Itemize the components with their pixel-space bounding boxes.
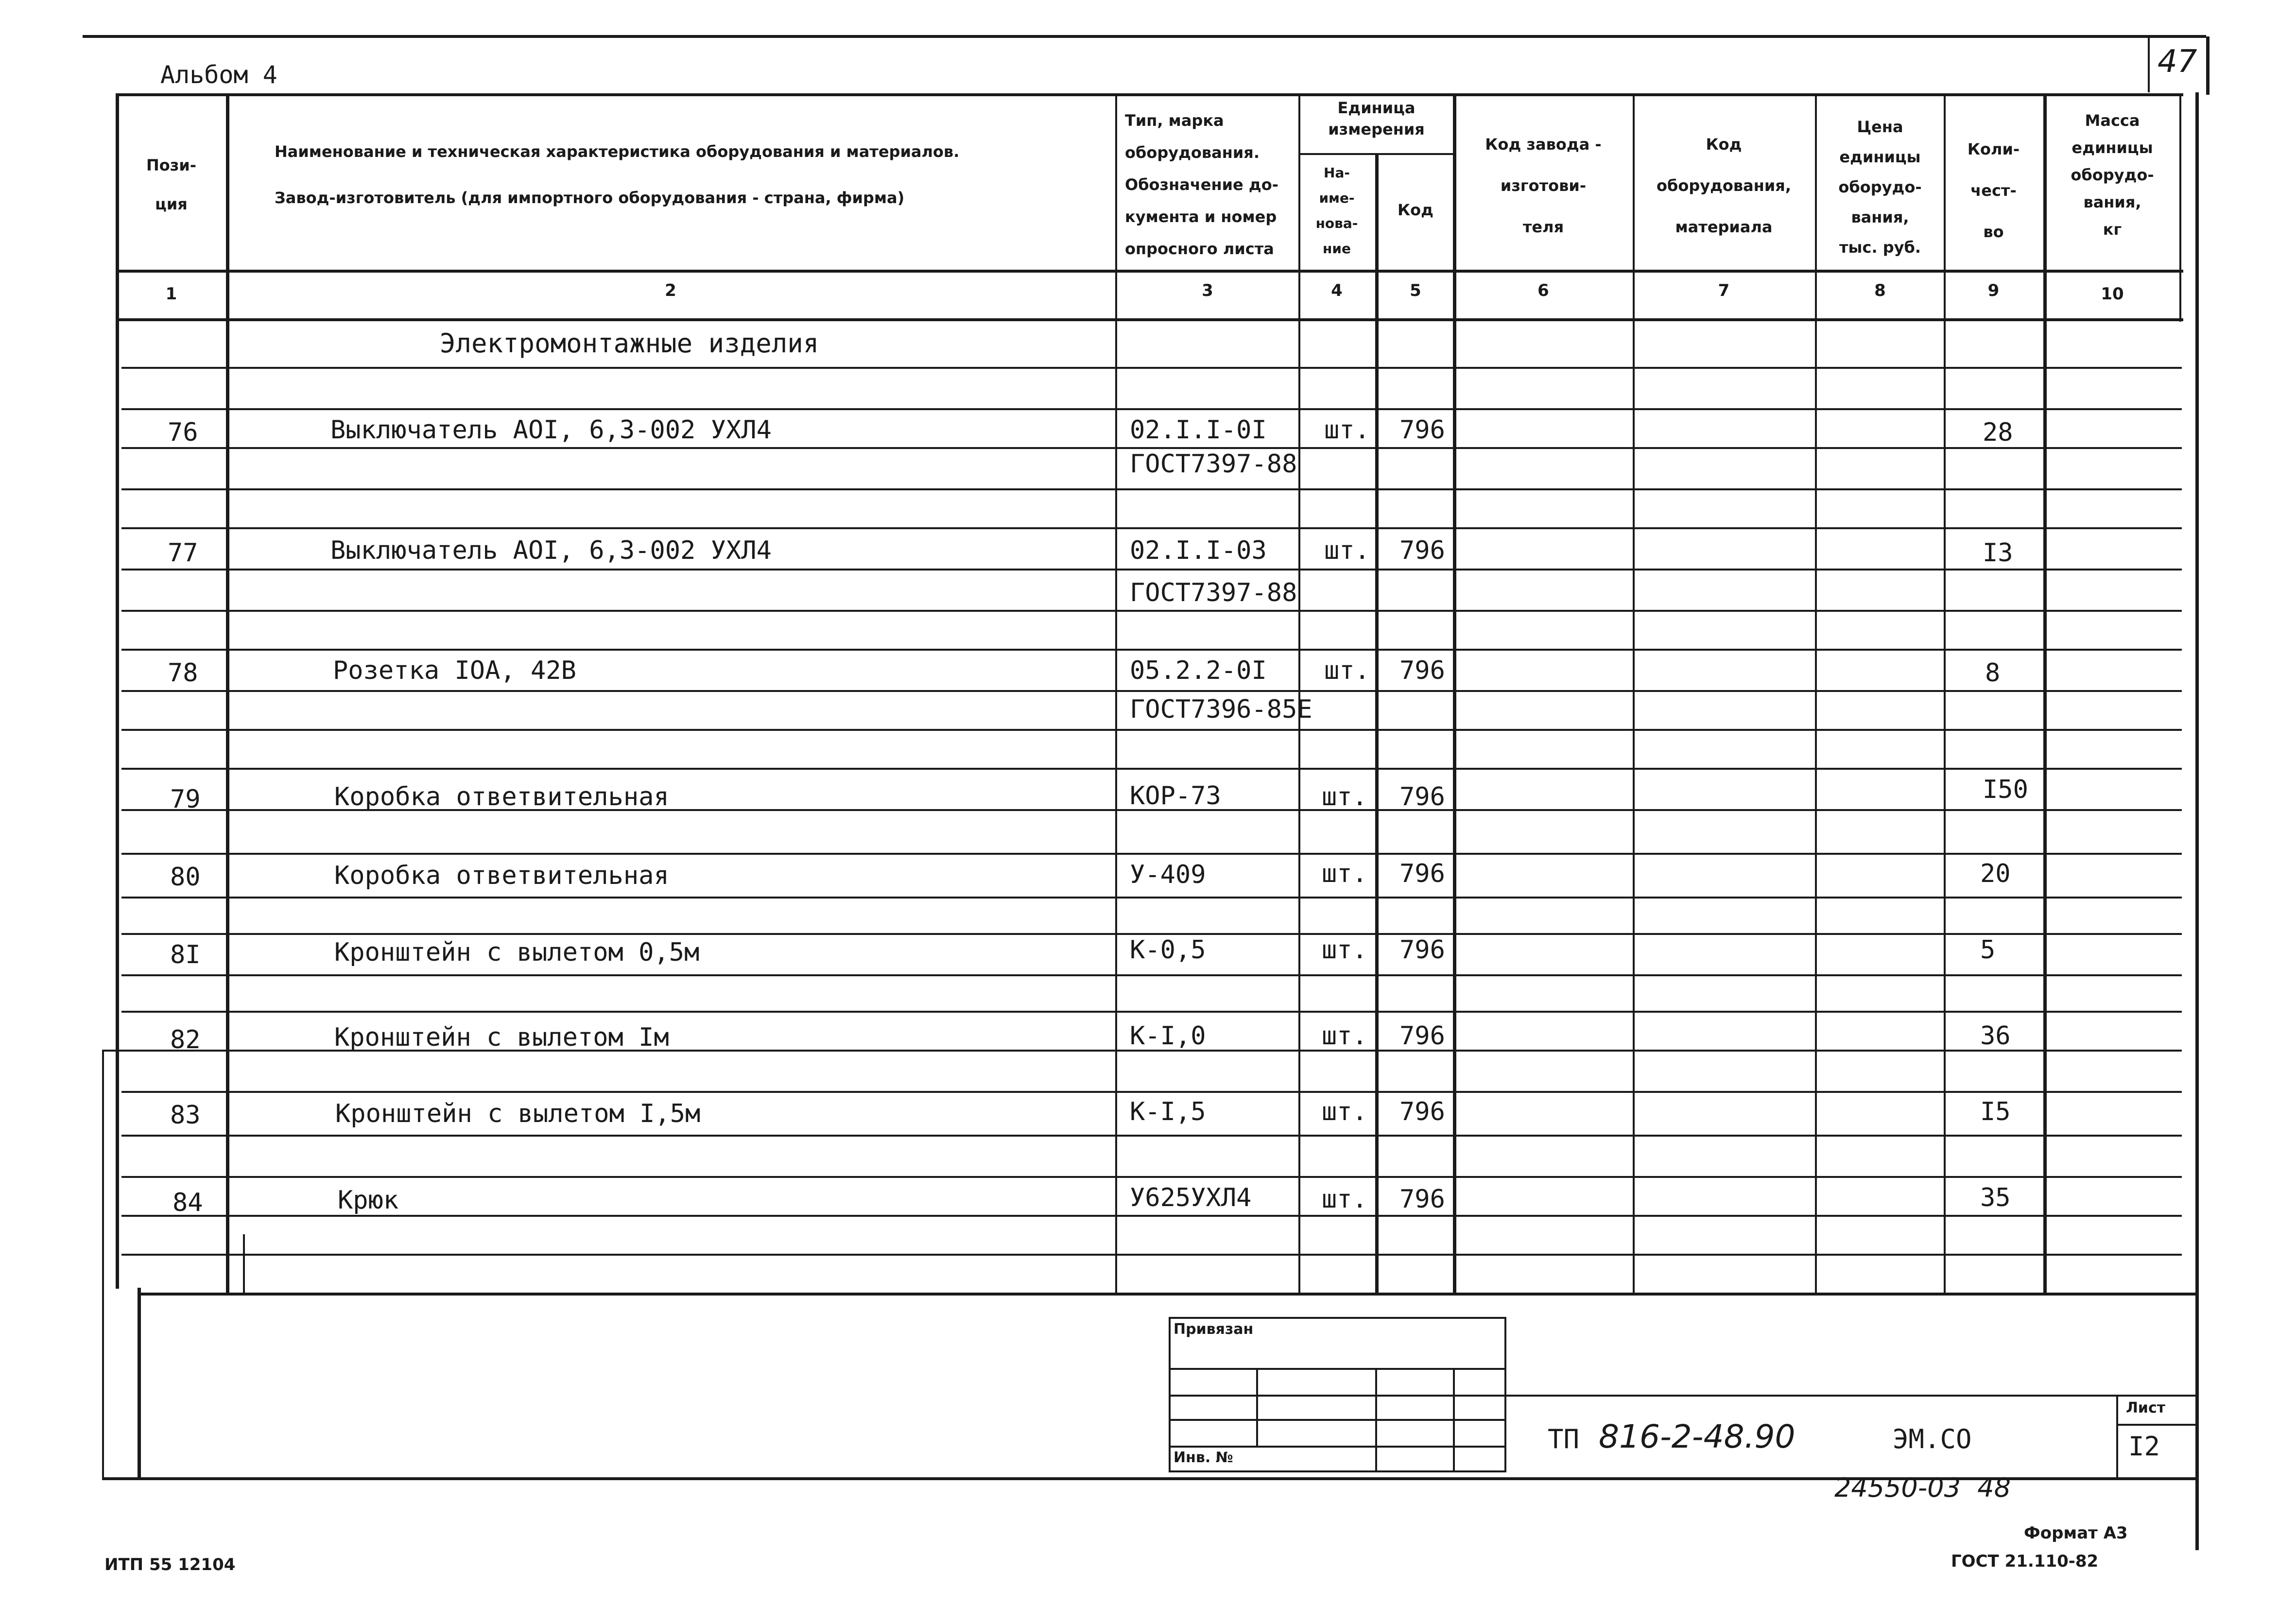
header-col9-line3: во bbox=[1983, 223, 2004, 241]
header-col4-line3: нова- bbox=[1315, 215, 1358, 231]
row-name: Кронштейн с вылетом 0,5м bbox=[334, 938, 700, 967]
row-name: Крюк bbox=[338, 1186, 399, 1215]
col-line-2 bbox=[1115, 93, 1117, 1294]
header-col9-line2: чест- bbox=[1970, 181, 2017, 200]
header-col10 bbox=[2047, 107, 2178, 243]
row-pos: 76 bbox=[168, 418, 198, 447]
row-type: 05.2.2-0I bbox=[1130, 656, 1267, 685]
row-unit: шт. bbox=[1324, 536, 1370, 565]
table-bottom-line bbox=[138, 1293, 2195, 1296]
row-pos: 8I bbox=[170, 940, 201, 969]
header-col3-line4: кумента и номер bbox=[1125, 207, 1277, 226]
row-line bbox=[121, 408, 2182, 410]
row-line bbox=[121, 690, 2182, 692]
row-line bbox=[121, 933, 2182, 935]
format-label: Формат А3 bbox=[2024, 1523, 2128, 1543]
colnum-4: 4 bbox=[1331, 281, 1343, 300]
row-unit: шт. bbox=[1322, 935, 1367, 965]
stamp-privyazan-label: Привязан bbox=[1174, 1321, 1254, 1338]
col-line-6 bbox=[1633, 93, 1635, 1294]
header-col4 bbox=[1300, 160, 1373, 261]
header-col8 bbox=[1817, 112, 1943, 262]
row-qty: I3 bbox=[1983, 538, 2013, 568]
header-col3-line5: опросного листа bbox=[1125, 240, 1274, 258]
header-col4-line1: На- bbox=[1324, 165, 1350, 181]
header-col1-line1: Пози- bbox=[146, 156, 197, 174]
header-col6-line1: Код завода - bbox=[1485, 135, 1602, 154]
row-name: Розетка IOA, 42В bbox=[333, 656, 576, 685]
colnum-10: 10 bbox=[2101, 284, 2124, 304]
col-line-1b bbox=[243, 1234, 245, 1293]
colnum-6: 6 bbox=[1537, 281, 1549, 300]
row-line bbox=[121, 367, 2182, 369]
header-col9 bbox=[1946, 129, 2041, 253]
stamp-main-top bbox=[1506, 1395, 2196, 1397]
header-col10-line2: единицы bbox=[2072, 138, 2153, 157]
header-col3 bbox=[1125, 104, 1295, 265]
header-col4-line2: име- bbox=[1319, 190, 1355, 206]
header-col1 bbox=[119, 146, 224, 224]
col-line-10 bbox=[2179, 93, 2181, 322]
row-qty: I5 bbox=[1980, 1097, 2011, 1126]
left-border-lower bbox=[138, 1288, 141, 1477]
row-line bbox=[121, 610, 2182, 612]
row-line bbox=[121, 1176, 2182, 1178]
section-title: Электромонтажные изделия bbox=[440, 328, 819, 359]
top-border bbox=[83, 35, 2206, 38]
row-line bbox=[121, 488, 2182, 490]
row-line bbox=[121, 768, 2182, 770]
row-line bbox=[121, 853, 2182, 855]
colnum-1: 1 bbox=[165, 284, 177, 304]
stamp-line bbox=[1169, 1395, 1506, 1397]
header-col6 bbox=[1456, 124, 1631, 248]
row-code: 796 bbox=[1399, 935, 1445, 965]
row-qty: I50 bbox=[1983, 775, 2028, 804]
header-col3-line1: Тип, марка bbox=[1125, 111, 1224, 130]
row-code: 796 bbox=[1399, 782, 1445, 812]
row-code: 796 bbox=[1399, 1185, 1445, 1214]
row-pos: 78 bbox=[168, 658, 198, 688]
col-line-4 bbox=[1375, 153, 1379, 1293]
stamp-list-label: Лист bbox=[2126, 1400, 2166, 1417]
header-col2 bbox=[275, 129, 1101, 221]
row-line bbox=[121, 729, 2182, 731]
designation-tp: ТП bbox=[1548, 1424, 1580, 1454]
header-unit-line1: Единица bbox=[1337, 99, 1416, 117]
stamp-vline bbox=[1375, 1368, 1377, 1472]
header-col7-line1: Код bbox=[1706, 135, 1742, 154]
row-code: 796 bbox=[1399, 656, 1445, 685]
designation-sheet: ЭМ.СО bbox=[1893, 1424, 1972, 1454]
colnum-8: 8 bbox=[1874, 281, 1886, 300]
header-unit-line2: измерения bbox=[1328, 120, 1425, 138]
list-box-left bbox=[2116, 1395, 2118, 1477]
stamp-list-value: I2 bbox=[2128, 1431, 2160, 1462]
row-line bbox=[121, 1254, 2182, 1256]
header-col10-line3: оборудо- bbox=[2071, 166, 2154, 184]
col-line-3 bbox=[1298, 93, 1300, 1294]
album-label: Альбом 4 bbox=[160, 61, 277, 89]
row-unit: шт. bbox=[1322, 1185, 1367, 1214]
row-qty: 8 bbox=[1985, 658, 2001, 688]
header-col4-line4: ние bbox=[1323, 241, 1351, 257]
row-name: Коробка ответвительная bbox=[334, 782, 669, 812]
header-col2-line1: Наименование и техническая характеристика оборудования и материалов. bbox=[275, 142, 960, 161]
row-unit: шт. bbox=[1322, 782, 1367, 812]
row-doc: ГОСТ7397-88 bbox=[1130, 449, 1297, 479]
row-type: К-I,5 bbox=[1130, 1097, 1206, 1126]
colnum-3: 3 bbox=[1202, 281, 1213, 300]
row-name: Выключатель АОI, 6,3-002 УХЛ4 bbox=[330, 415, 772, 445]
top-border-inner bbox=[116, 93, 2183, 96]
row-unit: шт. bbox=[1322, 1021, 1367, 1051]
header-col7-line2: оборудования, bbox=[1657, 176, 1791, 195]
archive-number: 24550-03 48 bbox=[1834, 1472, 2011, 1503]
left-binding-strip bbox=[102, 1050, 104, 1480]
row-type: 02.I.I-03 bbox=[1130, 536, 1267, 565]
row-type: К-I,0 bbox=[1130, 1021, 1206, 1051]
header-col10-line1: Масса bbox=[2085, 111, 2140, 130]
stamp-line bbox=[1169, 1368, 1506, 1370]
page-number-handwritten: 47 bbox=[2158, 44, 2197, 80]
row-type: У-409 bbox=[1130, 860, 1206, 889]
row-line bbox=[121, 1091, 2182, 1093]
header-col6-line3: теля bbox=[1522, 218, 1564, 236]
row-unit: шт. bbox=[1322, 859, 1367, 888]
stamp-inv-label: Инв. № bbox=[1174, 1449, 1233, 1466]
row-qty: 36 bbox=[1980, 1021, 2011, 1051]
unit-group-divider bbox=[1298, 153, 1453, 155]
row-code: 796 bbox=[1399, 859, 1445, 888]
row-name: Коробка ответвительная bbox=[334, 861, 669, 890]
row-pos: 79 bbox=[170, 785, 201, 814]
stamp-line bbox=[1169, 1446, 1506, 1448]
col-line-5 bbox=[1453, 93, 1456, 1294]
header-col6-line2: изготови- bbox=[1500, 176, 1587, 195]
colnum-bottom-line bbox=[116, 318, 2183, 321]
colnum-2: 2 bbox=[665, 281, 676, 300]
row-unit: шт. bbox=[1322, 1097, 1367, 1126]
colnum-9: 9 bbox=[1987, 281, 2000, 300]
row-name: Кронштейн с вылетом I,5м bbox=[335, 1099, 701, 1128]
list-box-mid bbox=[2116, 1424, 2196, 1426]
stamp-vline bbox=[1453, 1368, 1455, 1472]
right-outer-border bbox=[2206, 36, 2210, 95]
header-col10-line4: вания, bbox=[2083, 193, 2141, 211]
header-col7-line3: материала bbox=[1675, 218, 1773, 236]
row-line bbox=[121, 1135, 2182, 1137]
header-col1-line2: ция bbox=[155, 195, 188, 213]
row-pos: 84 bbox=[173, 1188, 203, 1217]
header-col8-line2: единицы bbox=[1839, 148, 1921, 166]
row-type: 02.I.I-0I bbox=[1130, 415, 1267, 445]
row-line bbox=[121, 1011, 2182, 1013]
page-number-box-left bbox=[2148, 36, 2150, 92]
row-qty: 5 bbox=[1980, 935, 1996, 965]
header-unit-group bbox=[1302, 97, 1450, 140]
header-col5: Код bbox=[1398, 201, 1433, 219]
row-qty: 35 bbox=[1980, 1183, 2011, 1212]
row-code: 796 bbox=[1399, 1021, 1445, 1051]
header-col8-line5: тыс. руб. bbox=[1839, 238, 1921, 257]
header-col10-line5: кг bbox=[2103, 220, 2122, 239]
row-type: КОР-73 bbox=[1130, 781, 1221, 811]
left-border bbox=[116, 93, 119, 1289]
stamp-vline bbox=[1256, 1368, 1258, 1446]
row-pos: 77 bbox=[168, 538, 198, 568]
header-col7 bbox=[1635, 124, 1813, 248]
row-code: 796 bbox=[1399, 1097, 1445, 1126]
row-type: У625УХЛ4 bbox=[1130, 1183, 1252, 1212]
row-qty: 20 bbox=[1980, 859, 2011, 888]
row-name: Кронштейн с вылетом Iм bbox=[334, 1023, 669, 1052]
itp-label: ИТП 55 12104 bbox=[104, 1555, 236, 1574]
colnum-7: 7 bbox=[1718, 281, 1730, 300]
row-pos: 80 bbox=[170, 863, 201, 892]
header-col3-line3: Обозначение до- bbox=[1125, 175, 1278, 194]
col-line-9 bbox=[2043, 93, 2047, 1294]
row-qty: 28 bbox=[1983, 418, 2013, 447]
col-line-7 bbox=[1815, 93, 1817, 1294]
row-line bbox=[121, 974, 2182, 976]
designation-number: 816-2-48.90 bbox=[1599, 1418, 1795, 1455]
right-border bbox=[2195, 92, 2199, 1550]
stamp-line bbox=[1169, 1419, 1506, 1421]
header-col3-line2: оборудования. bbox=[1125, 143, 1260, 162]
row-line bbox=[121, 1215, 2182, 1217]
row-doc: ГОСТ7396-85Е bbox=[1130, 695, 1312, 724]
header-col8-line1: Цена bbox=[1857, 118, 1903, 136]
row-type: К-0,5 bbox=[1130, 935, 1206, 965]
header-col8-line4: вания, bbox=[1851, 208, 1909, 226]
header-col9-line1: Коли- bbox=[1967, 140, 2020, 158]
row-line bbox=[121, 569, 2182, 570]
row-line bbox=[121, 897, 2182, 899]
row-pos: 82 bbox=[170, 1025, 201, 1054]
row-unit: шт. bbox=[1324, 415, 1370, 445]
gost-label: ГОСТ 21.110-82 bbox=[1951, 1552, 2099, 1571]
row-unit: шт. bbox=[1324, 656, 1370, 685]
header-col8-line3: оборудо- bbox=[1838, 178, 1922, 196]
row-line bbox=[121, 649, 2182, 651]
colnum-5: 5 bbox=[1410, 281, 1421, 300]
row-line bbox=[121, 527, 2182, 529]
bottom-right-extension bbox=[2195, 1477, 2197, 1550]
row-code: 796 bbox=[1399, 536, 1445, 565]
col-line-8 bbox=[1944, 93, 1946, 1294]
row-name: Выключатель АОI, 6,3-002 УХЛ4 bbox=[330, 536, 772, 565]
row-pos: 83 bbox=[170, 1101, 201, 1130]
header-bottom-line bbox=[116, 270, 2183, 273]
row-line bbox=[121, 447, 2182, 449]
header-col2-line2: Завод-изготовитель (для импортного оборудования - страна, фирма) bbox=[275, 189, 905, 207]
col-line-1 bbox=[226, 93, 229, 1294]
row-doc: ГОСТ7397-88 bbox=[1130, 578, 1297, 607]
row-code: 796 bbox=[1399, 415, 1445, 445]
